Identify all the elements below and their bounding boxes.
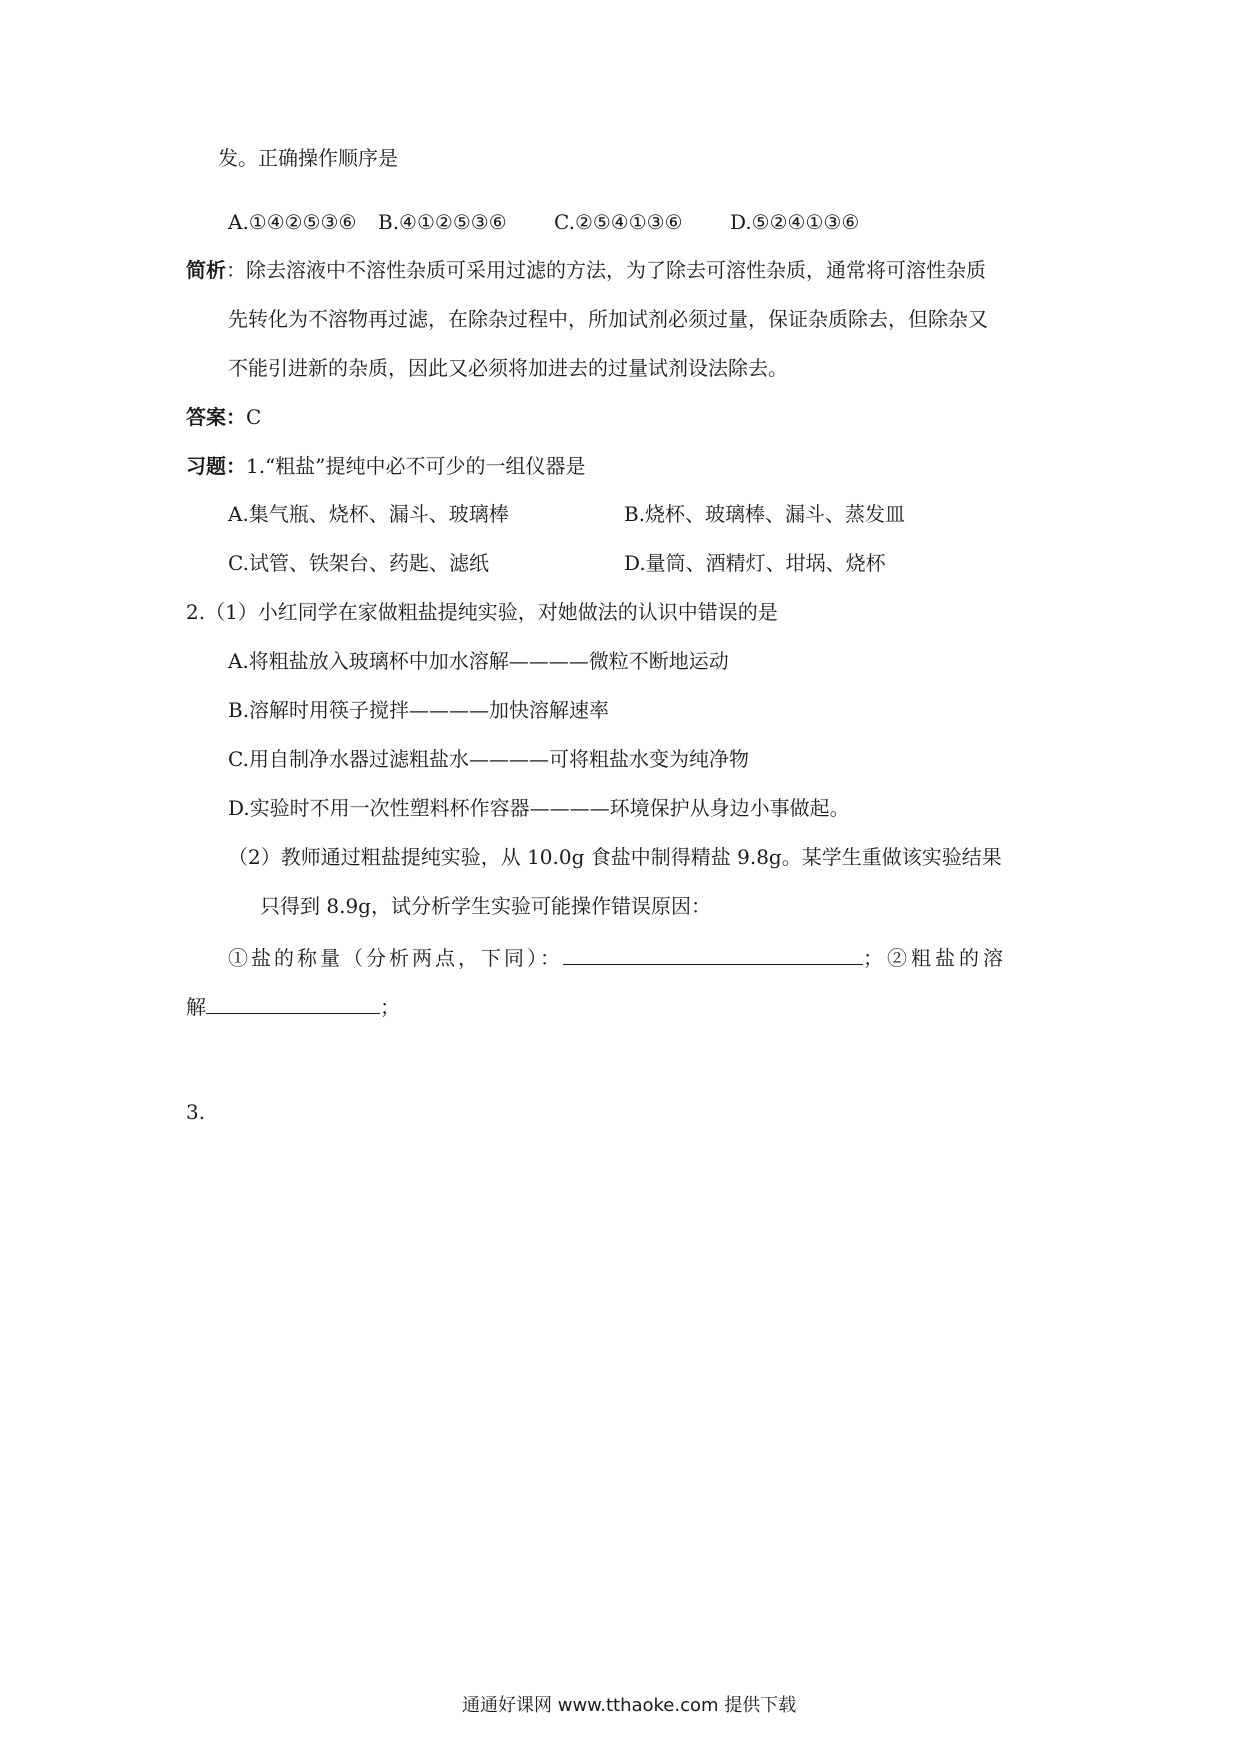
answer-value: C (246, 405, 262, 429)
q3-number: 3. (186, 1100, 206, 1124)
fill-text-2a: 解 (186, 995, 206, 1019)
analysis-line-3: 不能引进新的杂质，因此又必须将加进去的过量试剂设法除去。 (228, 356, 788, 380)
q1-option-a: A.集气瓶、烧杯、漏斗、玻璃棒 (228, 502, 509, 526)
q2-stem: 2.（1）小红同学在家做粗盐提纯实验，对她做法的认识中错误的是 (186, 600, 778, 624)
option-b: B.④①②⑤③⑥ (378, 210, 507, 234)
fill-blank-1[interactable] (563, 944, 863, 965)
analysis-colon: ： (226, 258, 246, 282)
analysis-text: 除去溶液中不溶性杂质可采用过滤的方法，为了除去可溶性杂质，通常将可溶性杂质 (246, 258, 986, 282)
answer-line (186, 403, 261, 431)
exercise-q1-stem (186, 452, 586, 480)
question-continuation: 发。正确操作顺序是 (218, 146, 398, 170)
page-footer: 通通好课网 www.tthaoke.com 提供下载 (462, 1695, 797, 1716)
fill-line-1 (228, 944, 1007, 972)
option-c: C.②⑤④①③⑥ (554, 210, 683, 234)
analysis-line-2: 先转化为不溶物再过滤，在除杂过程中，所加试剂必须过量，保证杂质除去，但除杂又 (228, 307, 988, 331)
q1-option-b: B.烧杯、玻璃棒、漏斗、蒸发皿 (624, 502, 906, 526)
q2-option-b: B.溶解时用筷子搅拌————加快溶解速率 (228, 698, 610, 722)
analysis-line-1 (186, 256, 986, 284)
q2-part2-line-2: 只得到 8.9g，试分析学生实验可能操作错误原因： (260, 894, 711, 918)
q2-part2-line-1: （2）教师通过粗盐提纯实验，从 10.0g 食盐中制得精盐 9.8g。某学生重做该实验结果 (228, 845, 1002, 869)
exercise-label: 习题： (186, 454, 246, 478)
q1-option-c: C.试管、铁架台、药匙、滤纸 (228, 551, 489, 575)
q1-options-row-1 (228, 500, 905, 528)
answer-label: 答案： (186, 405, 246, 429)
q1-options-row-2 (228, 549, 886, 577)
q1-option-d: D.量筒、酒精灯、坩埚、烧杯 (624, 551, 886, 575)
fill-line-2 (186, 993, 400, 1021)
option-a: A.①④②⑤③⑥ (228, 210, 357, 234)
fill-blank-2[interactable] (206, 993, 380, 1014)
question-options (228, 208, 859, 236)
analysis-label: 简析 (186, 258, 226, 282)
q2-option-c: C.用自制净水器过滤粗盐水————可将粗盐水变为纯净物 (228, 747, 749, 771)
option-d: D.⑤②④①③⑥ (730, 210, 860, 234)
q2-option-d: D.实验时不用一次性塑料杯作容器————环境保护从身边小事做起。 (228, 796, 850, 820)
fill-text-2b: ； (380, 995, 400, 1019)
fill-text-1b: ；②粗盐的溶 (863, 946, 1007, 970)
q2-option-a: A.将粗盐放入玻璃杯中加水溶解————微粒不断地运动 (228, 649, 729, 673)
fill-text-1a: ①盐的称量（分析两点，下同）： (228, 946, 563, 970)
q1-stem-text: 1.“粗盐”提纯中必不可少的一组仪器是 (246, 454, 586, 478)
